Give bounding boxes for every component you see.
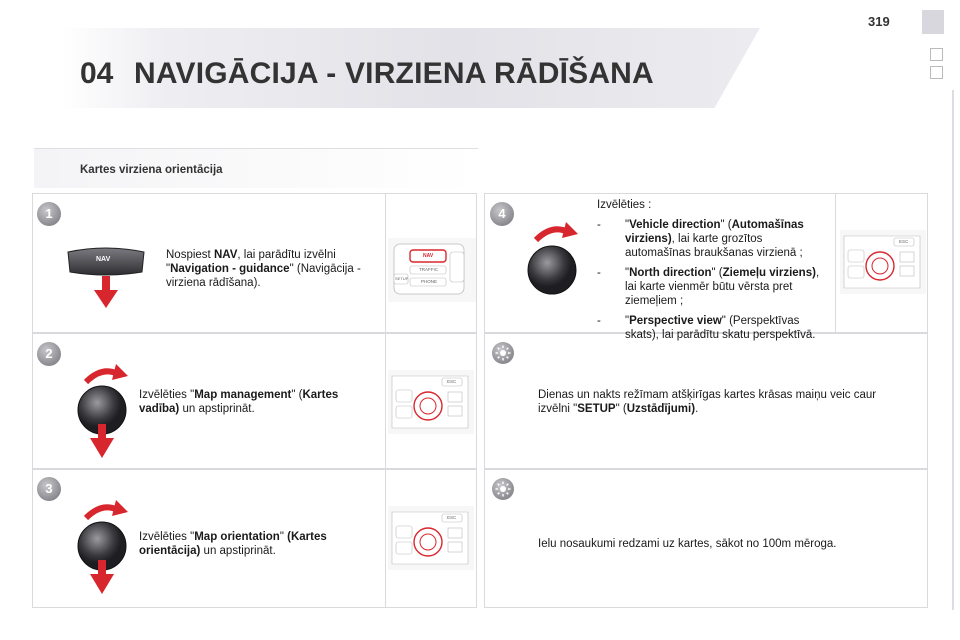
console-setup-label: SETUP bbox=[395, 276, 409, 281]
console-phone-label: PHONE bbox=[421, 279, 438, 284]
console-dial-illustration bbox=[840, 230, 926, 294]
console-esc-label: ESC bbox=[447, 379, 457, 384]
tip-sun-icon bbox=[492, 478, 514, 500]
chapter-title: NAVIGĀCIJA - VIRZIENA RĀDĪŠANA bbox=[134, 57, 654, 90]
step-3-divider bbox=[385, 469, 386, 608]
tip-2-text: Ielu nosaukumi redzami uz kartes, sākot no 100m mēroga. bbox=[538, 538, 837, 550]
step-4-divider bbox=[835, 193, 836, 333]
console-nav-label: NAV bbox=[423, 253, 434, 259]
corner-square-1 bbox=[930, 48, 943, 61]
rotary-knob-illustration bbox=[62, 360, 142, 460]
console-nav-illustration bbox=[388, 238, 476, 302]
step-badge-3: 3 bbox=[37, 477, 61, 501]
step-1-divider bbox=[385, 193, 386, 333]
step-1-text: Nospiest NAV, lai parādītu izvēlni "Navigation - guidance" (Navigācija - virziena rādīšana). bbox=[166, 249, 361, 289]
console-dial-illustration bbox=[388, 370, 474, 434]
step-3-text: Izvēlēties "Map orientation" (Kartes orientācija) un apstiprināt. bbox=[139, 531, 327, 557]
step-2-divider bbox=[385, 333, 386, 469]
corner-square-2 bbox=[930, 66, 943, 79]
console-dial-illustration bbox=[388, 506, 474, 570]
step-badge-2: 2 bbox=[37, 342, 61, 366]
step-2-text: Izvēlēties "Map management" (Kartes vadība) un apstiprināt. bbox=[139, 389, 339, 415]
step-badge-4: 4 bbox=[490, 202, 514, 226]
step-badge-1: 1 bbox=[37, 202, 61, 226]
nav-button-illustration bbox=[64, 246, 148, 310]
tip-sun-icon bbox=[492, 342, 514, 364]
console-esc-label: ESC bbox=[899, 239, 909, 244]
page-number: 319 bbox=[868, 14, 890, 29]
step-4-text bbox=[597, 198, 829, 342]
rotary-knob-illustration bbox=[512, 220, 592, 300]
step-4-option: - "North direction" (Ziemeļu virziens), lai karte vienmēr būtu vērsta pret ziemeļiem ; bbox=[597, 267, 820, 307]
step-4-option: - "Perspective view" (Perspektīvas skats), lai parādītu skatu perspektīvā. bbox=[597, 315, 816, 341]
tip-1-text: Dienas un nakts režīmam atšķirīgas kartes krāsas maiņu veic caur izvēlni "SETUP" (Uzstādījumi). bbox=[538, 389, 877, 415]
step-4-intro: Izvēlēties : bbox=[597, 199, 652, 211]
rotary-knob-illustration bbox=[62, 496, 142, 596]
step-4-option: - "Vehicle direction" (Automašīnas virziens), lai karte grozītos automašīnas braukšanas virzienā ; bbox=[597, 219, 804, 259]
console-esc-label: ESC bbox=[447, 515, 457, 520]
chapter-number: 04 bbox=[80, 57, 114, 90]
section-title: Kartes virziena orientācija bbox=[80, 164, 223, 176]
console-traffic-label: TRAFFIC bbox=[419, 267, 438, 272]
right-rule bbox=[952, 90, 954, 610]
nav-button-label: NAV bbox=[96, 256, 111, 263]
corner-tab bbox=[922, 10, 944, 34]
